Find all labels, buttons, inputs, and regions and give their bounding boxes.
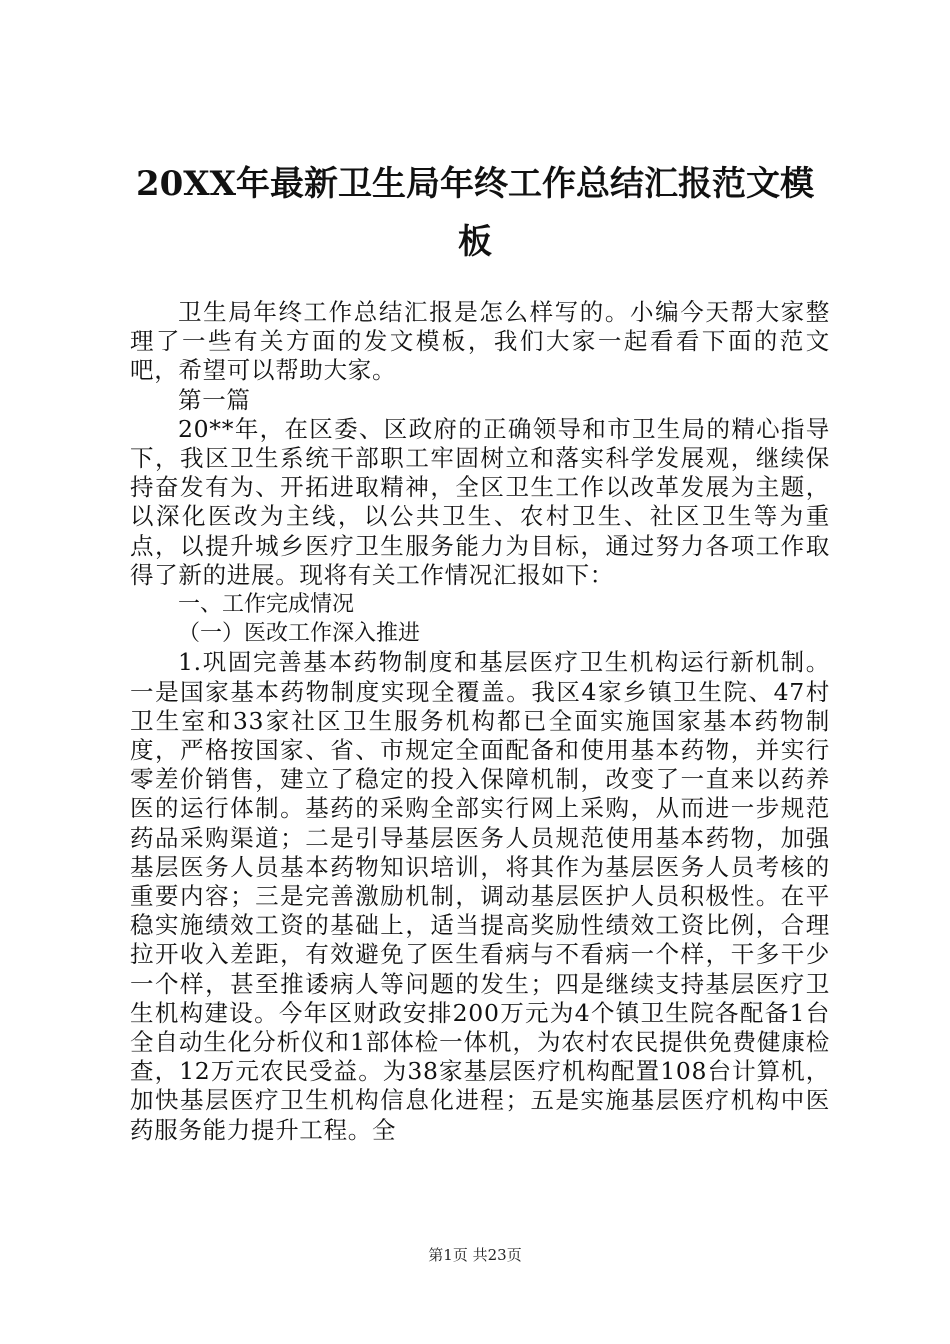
document-title: 20XX年最新卫生局年终工作总结汇报范文模板	[135, 164, 815, 262]
page-footer: 第1页 共23页	[428, 1246, 522, 1264]
body-paragraph-2: 1.巩固完善基本药物制度和基层医疗卫生机构运行新机制。一是国家基本药物制度实现全覆盖。我区4家乡镇卫生院、47村卫生室和33家社区卫生服务机构都已全面实施国家基本药物制度，严格按国家、省、市规定全面配备和使用基本药物，并实行零差价销售，建立了稳定的投入保障机制，改变了一直来以药养医的运行体制。基药的采购全部实行网上采购，从而进一步规范药品采购渠道；二是引导基层医务人员规范使用基本药物，加强基层医务人员基本药物知识培训，将其作为基层医务人员考核的重要内容；三是完善激励机制，调动基层医护人员积极性。在平稳实施绩效工资的基础上，适当提高奖励性绩效工资比例，合理拉开收入差距，有效避免了医生看病与不看病一个样，干多干少一个样，甚至推诿病人等问题的发生；四是继续支持基层医疗卫生机构建设。今年区财政安排200万元为4个镇卫生院各配备1台全自动生化分析仪和1部体检一体机，为农村农民提供免费健康检查，12万元农民受益。为38家基层医疗机构配置108台计算机，加快基层医疗卫生机构信息化进程；五是实施基层医疗机构中医药服务能力提升工程。全	[130, 648, 830, 1144]
body-paragraph-1: 20**年，在区委、区政府的正确领导和市卫生局的精心指导下，我区卫生系统干部职工牢固树立和落实科学发展观，继续保持奋发有为、开拓进取精神，全区卫生工作以改革发展为主题，以深化医改为主线，以公共卫生、农村卫生、社区卫生等为重点，以提升城乡医疗卫生服务能力为目标，通过努力各项工作取得了新的进展。现将有关工作情况汇报如下：	[130, 414, 830, 589]
section-heading-2: （一）医改工作深入推进	[178, 621, 421, 647]
intro-paragraph: 卫生局年终工作总结汇报是怎么样写的。小编今天帮大家整理了一些有关方面的发文模板，我们大家一起看看下面的范文吧，希望可以帮助大家。	[130, 298, 830, 385]
section-label: 第一篇	[178, 385, 251, 414]
document-body	[130, 298, 830, 1145]
section-heading-1: 一、工作完成情况	[178, 592, 355, 618]
